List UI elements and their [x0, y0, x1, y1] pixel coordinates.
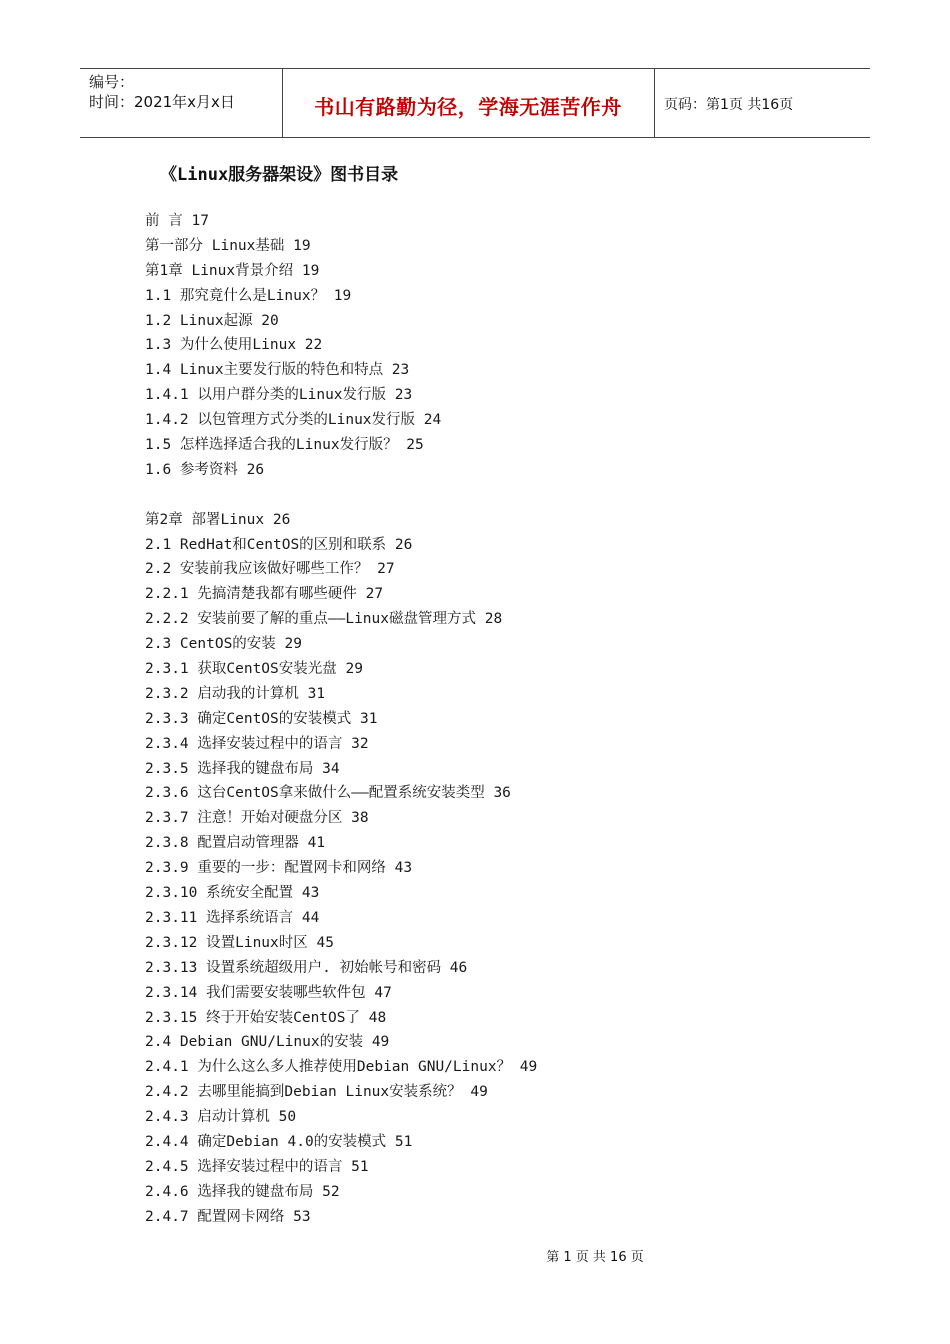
toc-entry: 前 言 17 — [145, 213, 209, 229]
document-title: 《Linux服务器架设》图书目录 — [160, 165, 399, 185]
toc-spacer — [145, 483, 537, 508]
table-of-contents — [145, 209, 537, 1230]
toc-entry: 1.4 Linux主要发行版的特色和特点 23 — [145, 362, 410, 379]
toc-entry: 2.4.5 选择安装过程中的语言 51 — [145, 1158, 369, 1175]
toc-entry: 2.3.8 配置启动管理器 41 — [145, 835, 326, 852]
toc-entry: 2.3.2 启动我的计算机 31 — [145, 685, 326, 702]
toc-entry: 2.2 安装前我应该做好哪些工作？ 27 — [145, 561, 395, 578]
document-number-label: 编号： — [89, 73, 135, 91]
toc-entry: 1.3 为什么使用Linux 22 — [145, 337, 323, 354]
toc-entry: 1.4.2 以包管理方式分类的Linux发行版 24 — [145, 412, 442, 429]
toc-entry: 2.3.14 我们需要安装哪些软件包 47 — [145, 984, 392, 1001]
header-page-info: 页码：第1页 共16页 — [664, 97, 794, 113]
header-motto: 书山有路勤为径，学海无涯苦作舟 — [314, 94, 622, 119]
toc-entry: 2.3.3 确定CentOS的安装模式 31 — [145, 710, 378, 727]
toc-entry: 2.3.1 获取CentOS安装光盘 29 — [145, 661, 363, 678]
page-footer — [0, 1246, 950, 1265]
header-motto-cell — [282, 69, 655, 137]
toc-entry: 2.2.1 先搞清楚我都有哪些硬件 27 — [145, 586, 384, 603]
toc-entry: 第1章 Linux背景介绍 19 — [145, 262, 320, 279]
page-header — [80, 68, 870, 138]
toc-entry: 1.5 怎样选择适合我的Linux发行版？ 25 — [145, 437, 424, 454]
toc-entry: 2.4 Debian GNU/Linux的安装 49 — [145, 1034, 390, 1051]
footer-page-number: 第 1 页 共 16 页 — [546, 1250, 644, 1265]
toc-entry: 2.2.2 安装前要了解的重点——Linux磁盘管理方式 28 — [145, 611, 503, 628]
toc-entry: 2.4.1 为什么这么多人推荐使用Debian GNU/Linux？ 49 — [145, 1059, 538, 1076]
toc-entry: 2.3.13 设置系统超级用户. 初始帐号和密码 46 — [145, 959, 468, 976]
toc-entry: 1.1 那究竟什么是Linux？ 19 — [145, 287, 352, 304]
toc-entry: 1.6 参考资料 26 — [145, 461, 265, 478]
toc-entry: 第一部分 Linux基础 19 — [145, 237, 311, 254]
toc-entry: 2.3.15 终于开始安装CentOS了 48 — [145, 1009, 387, 1026]
toc-entry: 第2章 部署Linux 26 — [145, 511, 291, 528]
toc-entry: 2.3.5 选择我的键盘布局 34 — [145, 760, 340, 777]
toc-entry: 2.4.4 确定Debian 4.0的安装模式 51 — [145, 1133, 413, 1150]
toc-entry: 2.4.7 配置网卡网络 53 — [145, 1208, 311, 1225]
toc-entry: 2.3.4 选择安装过程中的语言 32 — [145, 735, 369, 752]
toc-entry: 2.4.2 去哪里能搞到Debian Linux安装系统？ 49 — [145, 1084, 488, 1101]
toc-entry: 1.4.1 以用户群分类的Linux发行版 23 — [145, 387, 413, 404]
document-date-label: 时间：2021年x月x日 — [89, 93, 235, 111]
toc-entry: 2.3.9 重要的一步：配置网卡和网络 43 — [145, 860, 413, 877]
header-page-cell — [654, 69, 870, 137]
header-meta-cell — [80, 69, 283, 137]
toc-entry: 2.3.7 注意！开始对硬盘分区 38 — [145, 810, 369, 827]
toc-entry: 2.4.6 选择我的键盘布局 52 — [145, 1183, 340, 1200]
toc-entry: 2.3.6 这台CentOS拿来做什么——配置系统安装类型 36 — [145, 785, 511, 802]
toc-entry: 2.4.3 启动计算机 50 — [145, 1109, 297, 1126]
toc-entry: 1.2 Linux起源 20 — [145, 312, 279, 329]
toc-entry: 2.1 RedHat和CentOS的区别和联系 26 — [145, 536, 413, 553]
toc-entry: 2.3.10 系统安全配置 43 — [145, 885, 320, 902]
toc-entry: 2.3 CentOS的安装 29 — [145, 636, 302, 653]
toc-entry: 2.3.12 设置Linux时区 45 — [145, 934, 334, 951]
toc-entry: 2.3.11 选择系统语言 44 — [145, 909, 320, 926]
